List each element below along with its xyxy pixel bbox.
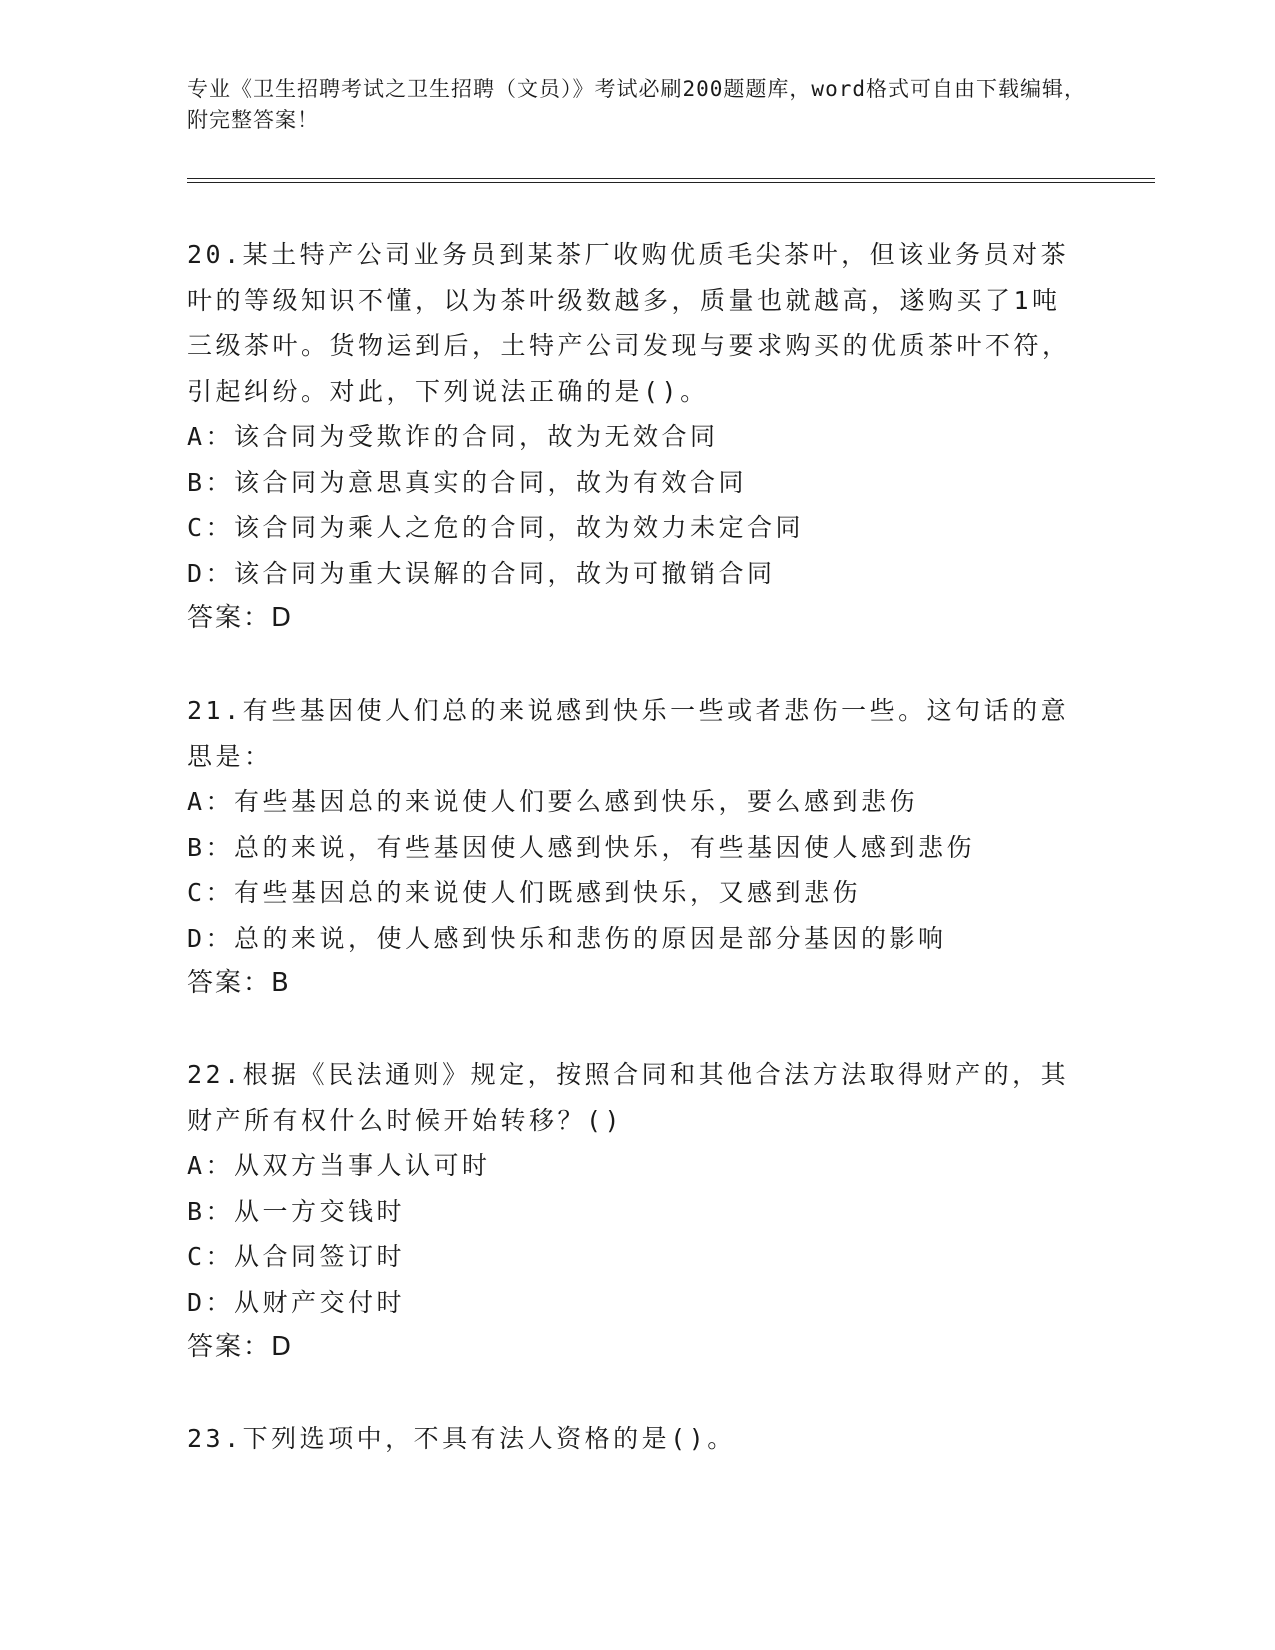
option-a: A：该合同为受欺诈的合同，故为无效合同	[187, 422, 719, 451]
option-a: A：从双方当事人认可时	[187, 1151, 491, 1180]
option-d: D：总的来说，使人感到快乐和悲伤的原因是部分基因的影响	[187, 923, 947, 953]
header-double-rule	[187, 178, 1155, 183]
option-c: C：从合同签订时	[187, 1242, 406, 1271]
answer-line: 答案：D	[187, 603, 294, 633]
question-21	[187, 688, 1087, 1007]
question-stem: 23.下列选项中，不具有法人资格的是()。	[187, 1424, 736, 1453]
option-d: D：从财产交付时	[187, 1287, 406, 1317]
question-23	[187, 1416, 1087, 1462]
question-20	[187, 232, 1087, 642]
option-b: B：从一方交钱时	[187, 1196, 406, 1226]
option-list	[187, 414, 1087, 596]
option-d: D：该合同为重大误解的合同，故为可撤销合同	[187, 558, 776, 588]
option-c: C：该合同为乘人之危的合同，故为效力未定合同	[187, 513, 805, 542]
option-list	[187, 1143, 1087, 1325]
answer-line: 答案：B	[187, 968, 291, 998]
document-header-note: 专业《卫生招聘考试之卫生招聘（文员）》考试必刷200题题库，word格式可自由下载编辑，附完整答案！	[187, 77, 1086, 132]
question-stem: 22.根据《民法通则》规定，按照合同和其他合法方法取得财产的，其财产所有权什么时候开始转移？()	[187, 1060, 1070, 1135]
answer-line: 答案：D	[187, 1332, 294, 1362]
question-stem: 21.有些基因使人们总的来说感到快乐一些或者悲伤一些。这句话的意思是：	[187, 696, 1070, 771]
question-22	[187, 1052, 1087, 1371]
option-list	[187, 779, 1087, 961]
option-a: A：有些基因总的来说使人们要么感到快乐，要么感到悲伤	[187, 787, 919, 816]
option-c: C：有些基因总的来说使人们既感到快乐，又感到悲伤	[187, 878, 862, 907]
option-b: B：该合同为意思真实的合同，故为有效合同	[187, 467, 748, 497]
option-b: B：总的来说，有些基因使人感到快乐，有些基因使人感到悲伤	[187, 832, 976, 862]
question-stem: 20.某土特产公司业务员到某茶厂收购优质毛尖茶叶，但该业务员对茶叶的等级知识不懂，以为茶叶级数越多，质量也就越高，遂购买了1吨三级茶叶。货物运到后，土特产公司发现与要求购买的优质茶叶不符，引起纠纷。对此，下列说法正确的是()。	[187, 240, 1071, 406]
